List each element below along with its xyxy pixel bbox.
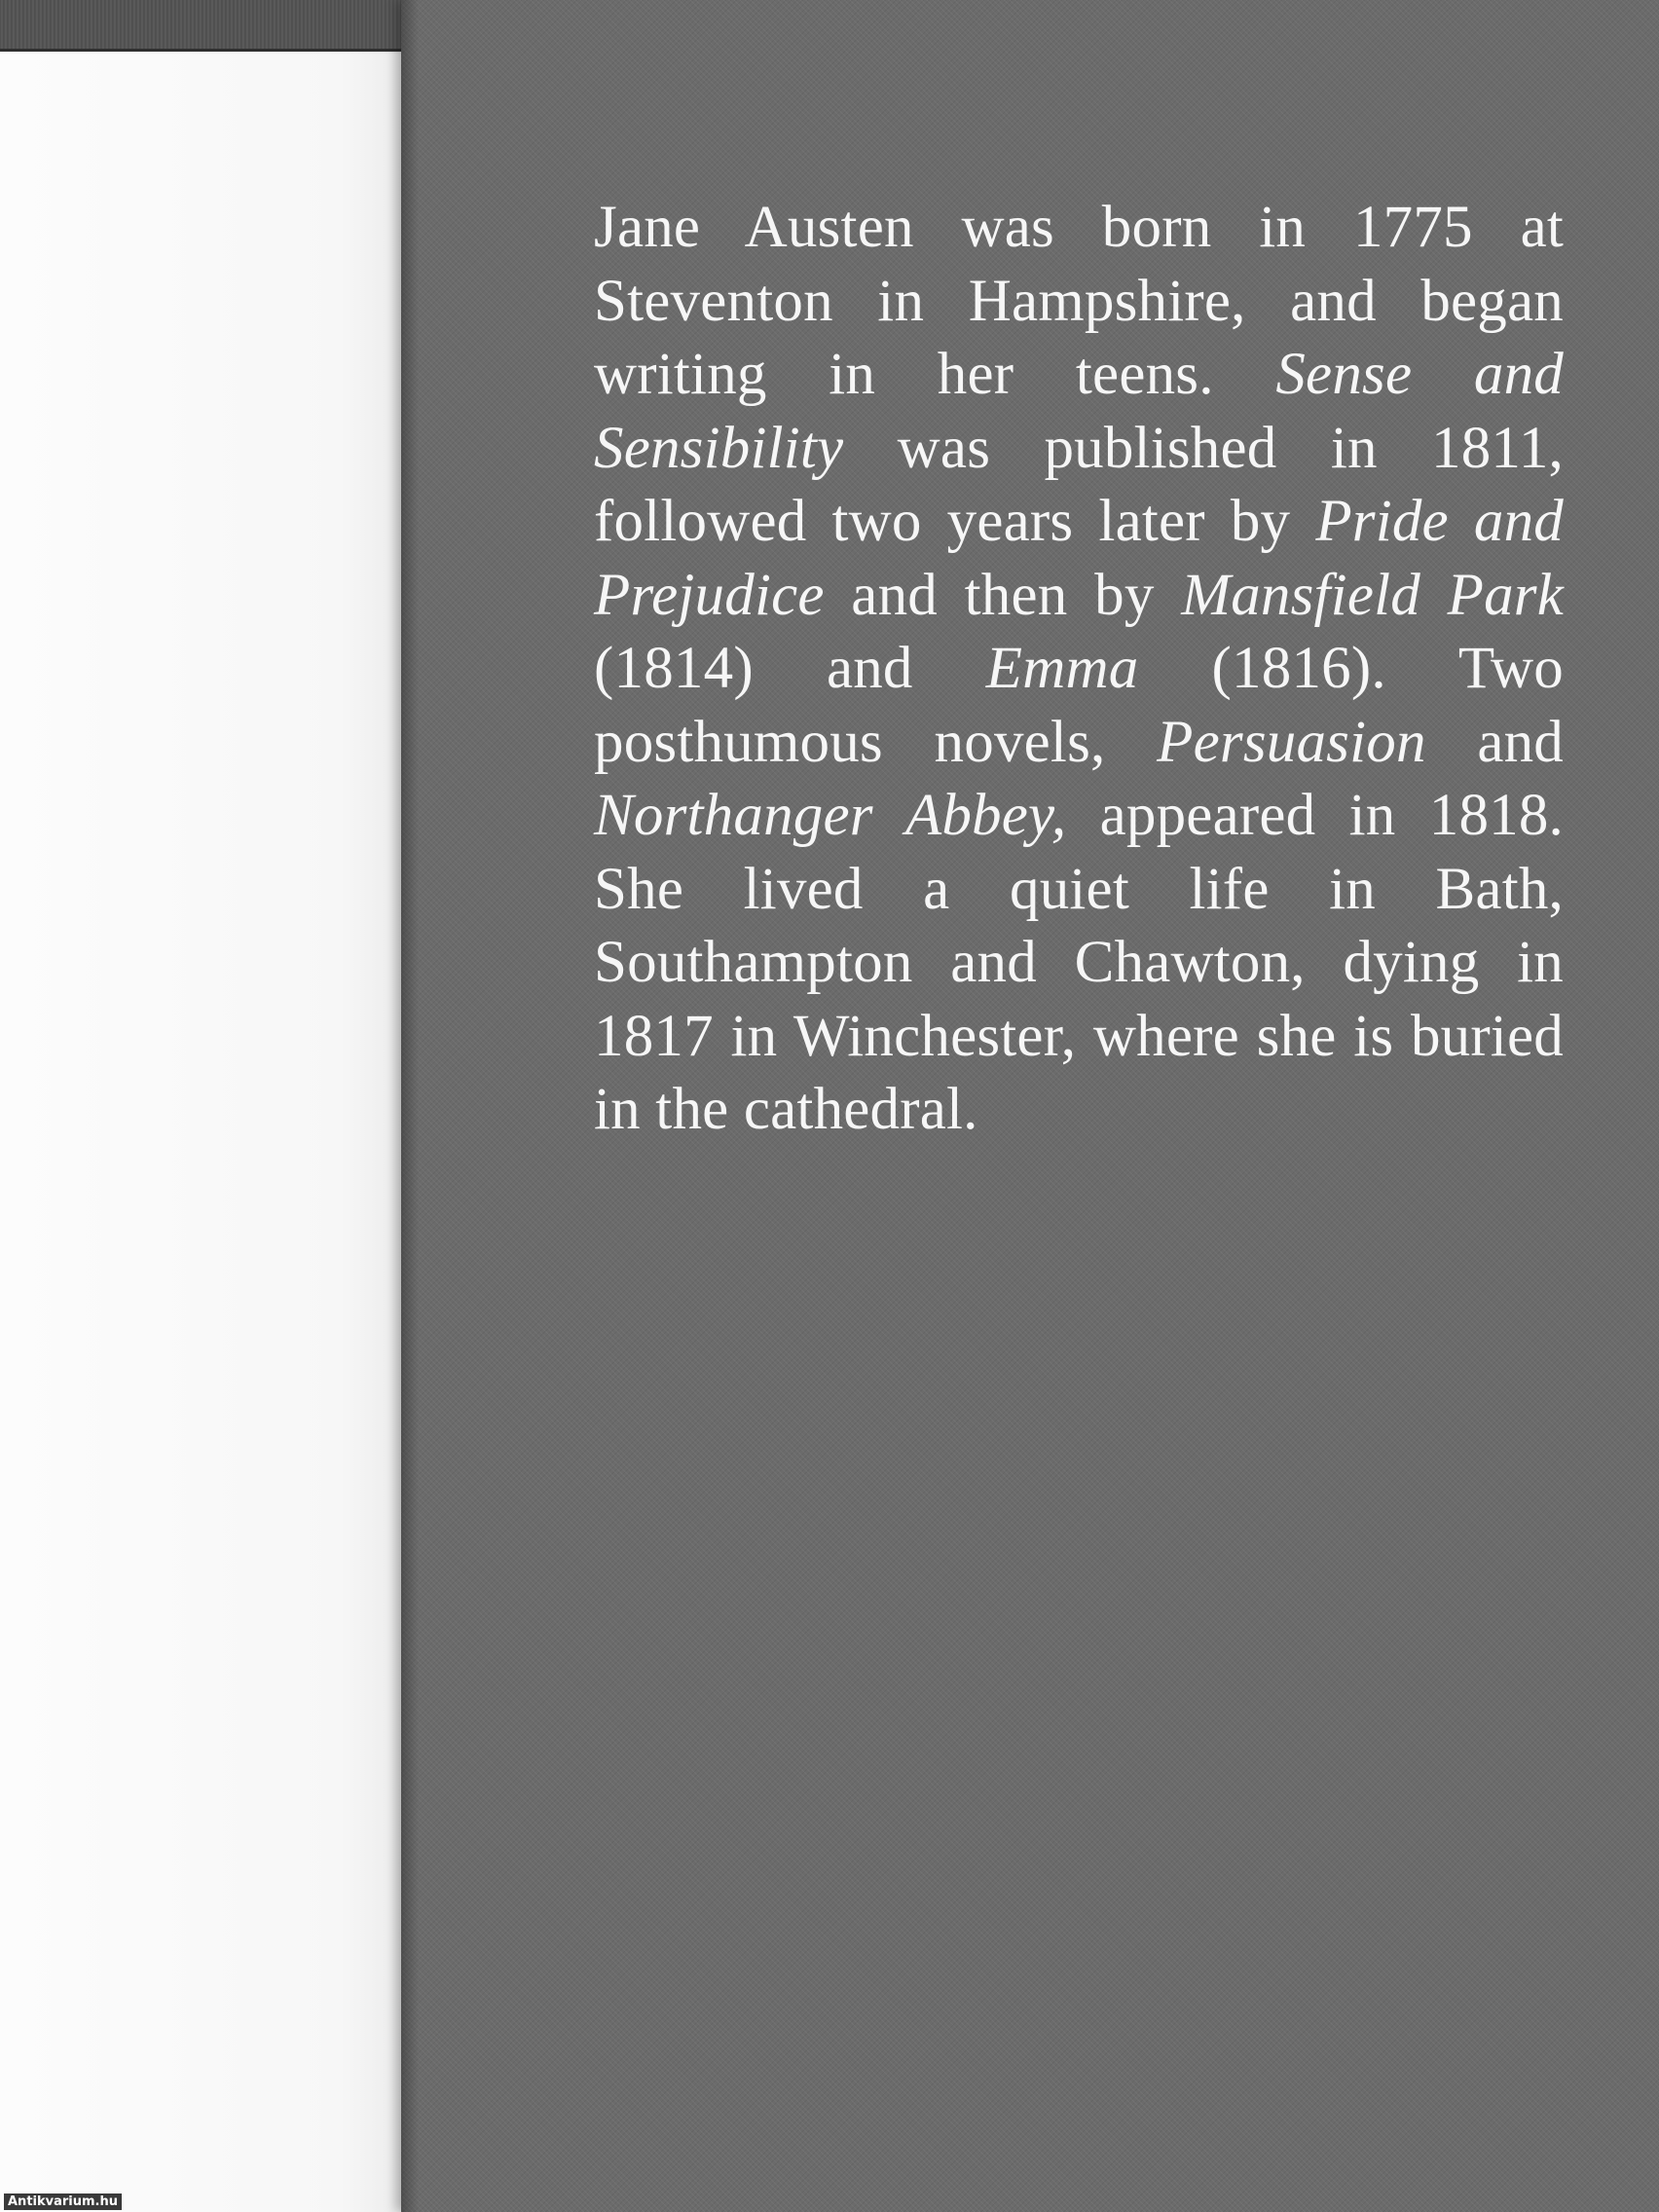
bio-text-2: was published in 1811, followed two years later by: [594, 415, 1564, 554]
title-northanger-abbey: Northanger Abbey,: [594, 783, 1067, 848]
top-strip: [0, 0, 409, 49]
bio-text-6: and: [1425, 709, 1565, 775]
author-biography: [594, 191, 1564, 1147]
watermark: Antikvarium.hu: [4, 2194, 122, 2210]
bio-text-1: Jane Austen was born in 1775 at Steventon in Hampshire, and began writing in her teens.: [594, 195, 1564, 407]
title-sense-and-sensibility: Sense and Sensibility: [594, 342, 1564, 481]
left-page: [0, 0, 401, 2212]
bio-text-5: (1816). Two posthumous novels,: [594, 636, 1564, 775]
bio-text-7: appeared in 1818. She lived a quiet life in Bath, Southampton and Chawton, dying in 1817 in Winchester, where she is buried in the cathedral.: [594, 783, 1564, 1142]
bio-text-4: (1814) and: [594, 636, 986, 701]
title-mansfield-park: Mansfield Park: [1181, 562, 1564, 628]
flap-shade: [401, 0, 419, 2212]
title-emma: Emma: [985, 636, 1139, 701]
title-persuasion: Persuasion: [1157, 709, 1426, 775]
title-pride-and-prejudice: Pride and Prejudice: [594, 489, 1564, 628]
bio-text-3: and then by: [824, 562, 1182, 628]
strip-edge: [0, 49, 409, 52]
biography-paragraph: [594, 191, 1564, 1147]
